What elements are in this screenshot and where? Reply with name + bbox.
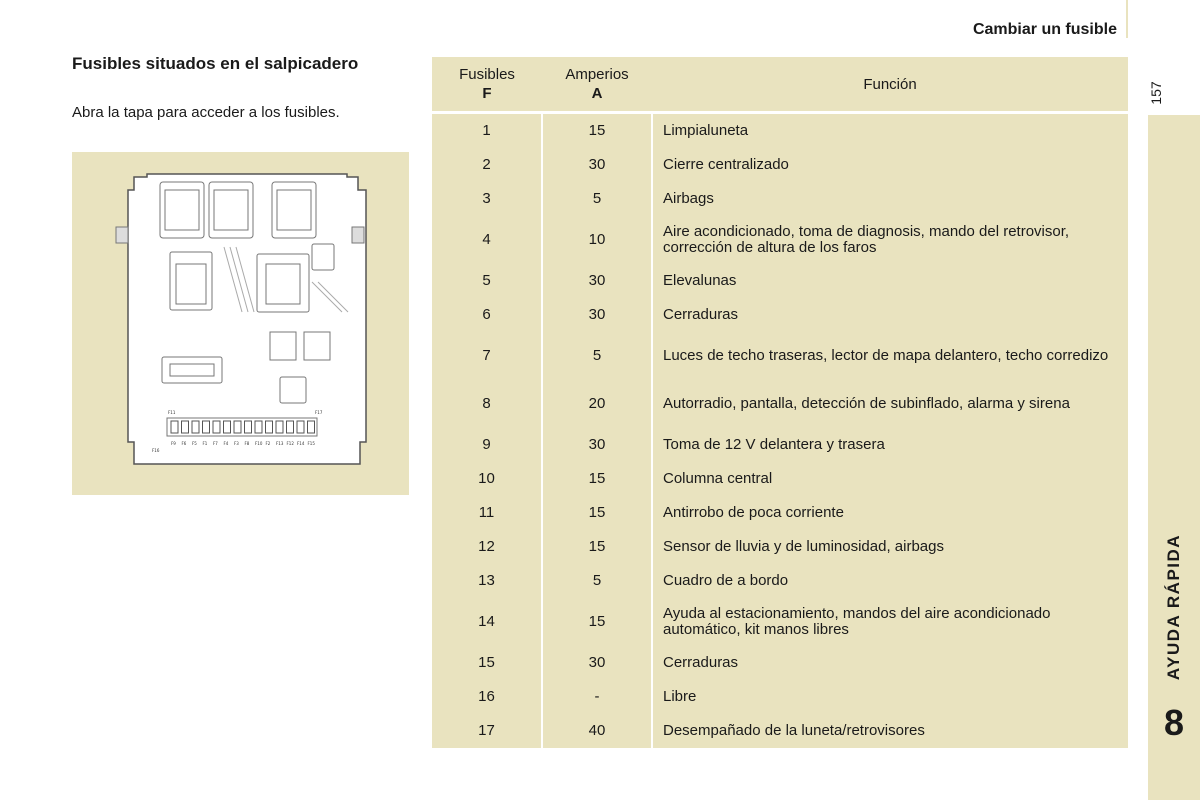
fuse-number: 4 <box>432 216 542 264</box>
chapter-label: AYUDA RÁPIDA <box>1164 533 1183 681</box>
fuse-number: 8 <box>432 380 542 428</box>
header-fuse-label: Fusibles <box>459 66 515 83</box>
fuse-label: F5 <box>192 441 197 446</box>
chapter-tab <box>1148 115 1200 800</box>
fuse-number: 6 <box>432 298 542 332</box>
fuse-slot <box>297 421 304 433</box>
fuse-amperage: 30 <box>542 148 652 182</box>
header-fuse-sub: F <box>482 85 492 102</box>
fuse-number: 1 <box>432 114 542 148</box>
header-divider <box>1126 0 1128 38</box>
fuse-amperage: 5 <box>542 332 652 380</box>
fuse-function: Antirrobo de poca corriente <box>652 496 1128 530</box>
fuse-function: Aire acondicionado, toma de diagnosis, mando del retrovisor, corrección de altura de los faros <box>652 216 1128 264</box>
fuse-label: F10 <box>255 441 263 446</box>
fuse-number: 14 <box>432 598 542 646</box>
table-row <box>432 332 1128 380</box>
fuse-slot <box>203 421 210 433</box>
fuse-box-drawing <box>72 152 409 495</box>
table-row <box>432 428 1128 462</box>
header-amp-sub: A <box>591 85 603 102</box>
fuse-label: F6 <box>181 441 187 446</box>
fuse-function: Cierre centralizado <box>652 148 1128 182</box>
fuse-amperage: 15 <box>542 496 652 530</box>
fuse-slot <box>245 421 252 433</box>
table-header-row <box>432 57 1128 111</box>
table-row <box>432 714 1128 748</box>
fuse-slot <box>182 421 189 433</box>
fuse-amperage: 5 <box>542 182 652 216</box>
fuse-label: F8 <box>244 441 250 446</box>
table-row <box>432 564 1128 598</box>
fuse-function: Columna central <box>652 462 1128 496</box>
fuse-number: 17 <box>432 714 542 748</box>
section-title: Fusibles situados en el salpicadero <box>72 54 359 73</box>
intro-text: Abra la tapa para acceder a los fusibles. <box>72 104 340 121</box>
fuse-function: Airbags <box>652 182 1128 216</box>
fuse-amperage: 20 <box>542 380 652 428</box>
fuse-amperage: 5 <box>542 564 652 598</box>
fuse-slot <box>255 421 262 433</box>
fuse-number: 3 <box>432 182 542 216</box>
fuse-function: Autorradio, pantalla, detección de subinflado, alarma y sirena <box>652 380 1128 428</box>
fuse-number: 2 <box>432 148 542 182</box>
table-row <box>432 462 1128 496</box>
fuse-slot <box>308 421 315 433</box>
fuse-slot <box>224 421 231 433</box>
fuse-amperage: 30 <box>542 428 652 462</box>
fuse-amperage: 15 <box>542 598 652 646</box>
fuse-label: F17 <box>315 410 323 415</box>
fuse-number: 16 <box>432 680 542 714</box>
table-row <box>432 264 1128 298</box>
fuse-table <box>432 57 1128 748</box>
fuse-function: Cerraduras <box>652 646 1128 680</box>
chapter-number: 8 <box>1163 702 1185 743</box>
fuse-number: 13 <box>432 564 542 598</box>
fuse-number: 10 <box>432 462 542 496</box>
table-row <box>432 298 1128 332</box>
header-fuse <box>432 57 542 111</box>
fuse-slot <box>266 421 273 433</box>
fuse-slot <box>171 421 178 433</box>
header-amp-label: Amperios <box>565 66 629 83</box>
table-row <box>432 182 1128 216</box>
fuse-slot <box>213 421 220 433</box>
header-function: Función <box>652 57 1128 111</box>
fuse-label: F2 <box>265 441 271 446</box>
fuse-label: F13 <box>276 441 284 446</box>
fuse-amperage: 30 <box>542 264 652 298</box>
fuse-label: F12 <box>286 441 294 446</box>
fuse-label: F4 <box>223 441 229 446</box>
fuse-amperage: 10 <box>542 216 652 264</box>
header-title: Cambiar un fusible <box>972 21 1117 38</box>
fuse-function: Elevalunas <box>652 264 1128 298</box>
fuse-label: F15 <box>307 441 315 446</box>
fuse-label: F9 <box>171 441 176 446</box>
fuse-box-figure <box>72 152 409 495</box>
fuse-function: Limpialuneta <box>652 114 1128 148</box>
fuse-function: Cerraduras <box>652 298 1128 332</box>
fuse-number: 12 <box>432 530 542 564</box>
fuse-function: Desempañado de la luneta/retrovisores <box>652 714 1128 748</box>
table-row <box>432 530 1128 564</box>
table-row <box>432 496 1128 530</box>
fuse-amperage: 30 <box>542 298 652 332</box>
fuse-slot <box>287 421 294 433</box>
fuse-amperage: 30 <box>542 646 652 680</box>
fuse-amperage: 40 <box>542 714 652 748</box>
page-number: 157 <box>1148 81 1164 105</box>
fuse-function: Luces de techo traseras, lector de mapa delantero, techo corredizo <box>652 332 1128 380</box>
fuse-label: F3 <box>234 441 239 446</box>
header-amp <box>542 57 652 111</box>
table-row <box>432 646 1128 680</box>
fuse-label: F14 <box>297 441 305 446</box>
table-row <box>432 114 1128 148</box>
fuse-label: F11 <box>168 410 176 415</box>
table-row <box>432 598 1128 646</box>
fuse-number: 15 <box>432 646 542 680</box>
fuse-function: Toma de 12 V delantera y trasera <box>652 428 1128 462</box>
fuse-label: F16 <box>152 448 160 453</box>
fuse-slot <box>234 421 241 433</box>
fuse-amperage: 15 <box>542 114 652 148</box>
chapter-label-box <box>1148 527 1200 687</box>
fuse-number: 7 <box>432 332 542 380</box>
fuse-number: 11 <box>432 496 542 530</box>
fuse-amperage: 15 <box>542 462 652 496</box>
table-row <box>432 216 1128 264</box>
table-row <box>432 680 1128 714</box>
fuse-label: F7 <box>213 441 218 446</box>
fuse-label: F1 <box>202 441 208 446</box>
fuse-function: Ayuda al estacionamiento, mandos del aire acondicionado automático, kit manos libres <box>652 598 1128 646</box>
fuse-amperage: - <box>542 680 652 714</box>
fuse-slot <box>276 421 283 433</box>
fuse-number: 5 <box>432 264 542 298</box>
fuse-amperage: 15 <box>542 530 652 564</box>
fuse-function: Sensor de lluvia y de luminosidad, airbags <box>652 530 1128 564</box>
fuse-function: Libre <box>652 680 1128 714</box>
table-row <box>432 148 1128 182</box>
table-row <box>432 380 1128 428</box>
fuse-function: Cuadro de a bordo <box>652 564 1128 598</box>
fuse-slot <box>192 421 199 433</box>
fuse-number: 9 <box>432 428 542 462</box>
